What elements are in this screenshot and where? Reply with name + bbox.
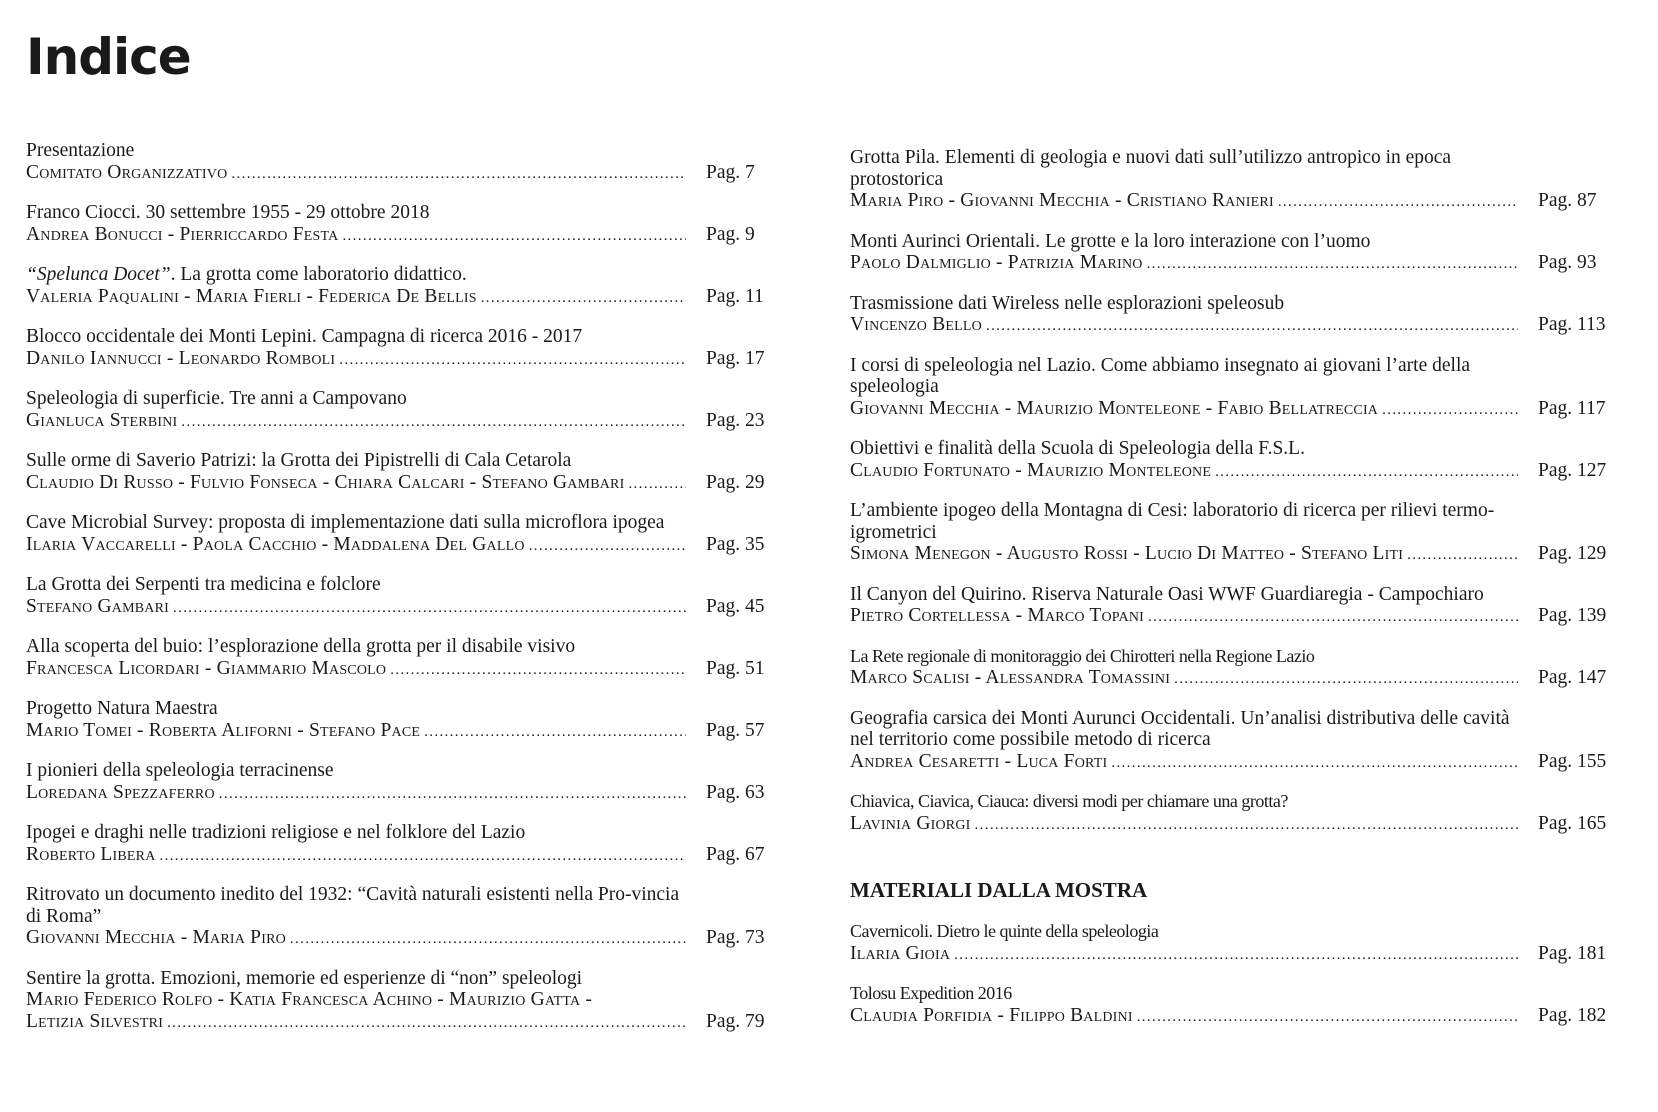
toc-entry[interactable] xyxy=(26,388,796,433)
entry-authors-line xyxy=(850,543,1628,567)
entry-authors: Ilaria Gioia xyxy=(850,942,951,964)
entry-authors: Danilo Iannucci - Leonardo Romboli xyxy=(26,347,336,369)
dot-leader xyxy=(628,474,686,496)
entry-page: Pag. 181 xyxy=(1538,942,1607,964)
entry-authors: Maria Piro - Giovanni Mecchia - Cristiano Ranieri xyxy=(850,190,1274,211)
entry-authors-line xyxy=(850,813,1628,837)
entry-title: Geografia carsica dei Monti Aurunci Occidentali. Un’analisi distributiva delle cavità nel territorio come possibile metodo di ricerca xyxy=(850,707,1510,750)
entry-authors-line xyxy=(850,398,1628,422)
entry-page: Pag. 93 xyxy=(1538,252,1597,273)
dot-leader xyxy=(231,164,686,186)
dot-leader xyxy=(219,784,686,806)
entry-title: La Grotta dei Serpenti tra medicina e folclore xyxy=(26,574,381,595)
entry-authors-line xyxy=(26,472,796,496)
entry-title: Trasmissione dati Wireless nelle esplorazioni speleosub xyxy=(850,292,1285,314)
dot-leader xyxy=(1215,462,1518,484)
dot-leader xyxy=(424,722,686,744)
entry-title: I corsi di speleologia nel Lazio. Come abbiamo insegnato ai giovani l’arte della speleologia xyxy=(850,354,1471,397)
entry-authors: Pietro Cortellessa - Marco Topani xyxy=(850,605,1144,626)
entry-title: Blocco occidentale dei Monti Lepini. Campagna di ricerca 2016 - 2017 xyxy=(26,326,583,347)
dot-leader xyxy=(290,929,686,951)
entry-title: Ritrovato un documento inedito del 1932: “Cavità naturali esistenti nella Pro-vincia di Roma” xyxy=(26,884,680,927)
entry-page: Pag. 165 xyxy=(1538,812,1607,834)
toc-entry[interactable] xyxy=(850,355,1628,422)
entry-authors: Valeria Paqualini - Maria Fierli - Federica De Bellis xyxy=(26,285,477,307)
entry-page: Pag. 129 xyxy=(1538,543,1607,564)
dot-leader xyxy=(1278,192,1518,214)
dot-leader xyxy=(181,412,686,434)
entry-authors-line xyxy=(850,667,1628,691)
toc-entry[interactable] xyxy=(850,646,1628,691)
entry-title: La Rete regionale di monitoraggio dei Chirotteri nella Regione Lazio xyxy=(850,645,1315,666)
toc-entry[interactable] xyxy=(26,968,796,1035)
entry-title: Sulle orme di Saverio Patrizi: la Grotta dei Pipistrelli di Cala Cetarola xyxy=(26,450,572,471)
entry-page: Pag. 182 xyxy=(1538,1004,1607,1026)
entry-page: Pag. 7 xyxy=(706,161,755,183)
toc-entry[interactable] xyxy=(26,264,796,309)
entry-authors: Marco Scalisi - Alessandra Tomassini xyxy=(850,667,1171,688)
entry-authors-line xyxy=(850,751,1628,775)
toc-entry[interactable] xyxy=(850,438,1628,483)
dot-leader xyxy=(986,316,1518,338)
entry-authors-line xyxy=(26,410,796,434)
entry-page: Pag. 155 xyxy=(1538,750,1607,772)
entry-authors: Mario Federico Rolfo - Katia Francesca Achino - Maurizio Gatta - xyxy=(26,989,593,1010)
entry-authors-line xyxy=(26,348,796,372)
entry-authors: Francesca Licordari - Giammario Mascolo xyxy=(26,657,387,679)
entry-page: Pag. 51 xyxy=(706,657,765,679)
entry-title: Presentazione xyxy=(26,140,135,161)
toc-entry[interactable] xyxy=(26,202,796,247)
entry-authors: Vincenzo Bello xyxy=(850,314,982,335)
toc-entry[interactable] xyxy=(850,708,1628,775)
entry-page: Pag. 17 xyxy=(706,347,765,369)
entry-page: Pag. 127 xyxy=(1538,459,1607,481)
toc-entry[interactable] xyxy=(26,822,796,867)
entry-authors-line xyxy=(26,286,796,310)
entry-authors-line xyxy=(26,720,796,744)
dot-leader xyxy=(339,350,686,372)
entry-title: Il Canyon del Quirino. Riserva Naturale Oasi WWF Guardiaregia - Campochiaro xyxy=(850,583,1484,605)
page-title: Indice xyxy=(26,28,191,86)
entry-authors-line xyxy=(850,460,1628,484)
section-heading: MATERIALI DALLA MOSTRA xyxy=(850,878,1148,902)
dot-leader xyxy=(167,1013,686,1035)
dot-leader xyxy=(1148,607,1518,629)
toc-entry[interactable] xyxy=(850,921,1628,966)
toc-entry[interactable] xyxy=(26,636,796,681)
entry-authors: Letizia Silvestri xyxy=(26,1010,164,1032)
dot-leader xyxy=(954,945,1518,967)
entry-title: Cavernicoli. Dietro le quinte della speleologia xyxy=(850,921,1159,941)
entry-authors: Stefano Gambari xyxy=(26,595,169,617)
dot-leader xyxy=(975,815,1518,837)
toc-entry[interactable] xyxy=(26,512,796,557)
entry-authors-line xyxy=(26,596,796,620)
entry-page: Pag. 87 xyxy=(1538,190,1597,211)
entry-page: Pag. 113 xyxy=(1538,314,1606,335)
entry-page: Pag. 23 xyxy=(706,409,765,431)
entry-authors: Claudio Di Russo - Fulvio Fonseca - Chiara Calcari - Stefano Gambari xyxy=(26,471,625,493)
entry-page: Pag. 11 xyxy=(706,285,764,307)
dot-leader xyxy=(1147,254,1518,276)
entry-page: Pag. 67 xyxy=(706,843,765,865)
entry-page: Pag. 147 xyxy=(1538,667,1607,688)
toc-entry[interactable] xyxy=(850,983,1628,1028)
entry-title: Speleologia di superficie. Tre anni a Campovano xyxy=(26,388,407,409)
entry-authors-line xyxy=(26,658,796,682)
entry-page: Pag. 139 xyxy=(1538,605,1607,626)
entry-authors: Roberto Libera xyxy=(26,843,156,865)
toc-entry[interactable] xyxy=(26,450,796,495)
entry-authors: Mario Tomei - Roberta Aliforni - Stefano Pace xyxy=(26,719,421,741)
entry-authors-line xyxy=(26,782,796,806)
dot-leader xyxy=(390,660,686,682)
entry-authors-line xyxy=(850,252,1628,276)
entry-title: Franco Ciocci. 30 settembre 1955 - 29 ottobre 2018 xyxy=(26,202,430,223)
entry-authors-line xyxy=(850,943,1628,967)
toc-entry[interactable] xyxy=(850,500,1628,567)
toc-left-column xyxy=(26,140,796,1051)
entry-page: Pag. 57 xyxy=(706,719,765,741)
entry-page: Pag. 35 xyxy=(706,533,765,555)
entry-authors: Andrea Cesaretti - Luca Forti xyxy=(850,750,1108,772)
entry-authors: Giovanni Mecchia - Maria Piro xyxy=(26,927,286,948)
entry-page: Pag. 45 xyxy=(706,595,765,617)
toc-right-column xyxy=(850,147,1628,1045)
dot-leader xyxy=(481,288,686,310)
toc-entry[interactable] xyxy=(850,231,1628,276)
dot-leader xyxy=(160,846,687,868)
entry-title: Grotta Pila. Elementi di geologia e nuovi dati sull’utilizzo antropico in epoca protostorica xyxy=(850,147,1452,190)
dot-leader xyxy=(342,226,686,248)
entry-authors: Simona Menegon - Augusto Rossi - Lucio Di Matteo - Stefano Liti xyxy=(850,543,1404,564)
entry-page: Pag. 9 xyxy=(706,223,755,245)
entry-title: L’ambiente ipogeo della Montagna di Cesi: laboratorio di ricerca per rilievi termo-igrometrici xyxy=(850,500,1495,543)
entry-authors-line xyxy=(26,1011,796,1035)
dot-leader xyxy=(1407,545,1518,567)
toc-entry[interactable] xyxy=(850,293,1628,338)
entry-title-italic: “Spelunca Docet” xyxy=(26,264,171,285)
entry-authors: Paolo Dalmiglio - Patrizia Marino xyxy=(850,252,1143,273)
entry-authors: Loredana Spezzaferro xyxy=(26,781,215,803)
toc-entry[interactable] xyxy=(850,584,1628,629)
entry-authors-line xyxy=(850,605,1628,629)
entry-page: Pag. 29 xyxy=(706,471,765,493)
toc-entry[interactable] xyxy=(850,147,1628,214)
entry-authors-line xyxy=(26,224,796,248)
entry-authors-line xyxy=(26,162,796,186)
entry-authors: Claudio Fortunato - Maurizio Monteleone xyxy=(850,459,1212,481)
dot-leader xyxy=(529,536,686,558)
entry-title: Progetto Natura Maestra xyxy=(26,698,218,719)
dot-leader xyxy=(1111,753,1518,775)
dot-leader xyxy=(173,598,686,620)
entry-authors-line xyxy=(26,534,796,558)
entry-title: Sentire la grotta. Emozioni, memorie ed esperienze di “non” speleologi xyxy=(26,967,583,989)
entry-authors-line xyxy=(850,190,1628,214)
entry-title: Alla scoperta del buio: l’esplorazione della grotta per il disabile visivo xyxy=(26,636,576,657)
entry-authors-line xyxy=(850,314,1628,338)
dot-leader xyxy=(1382,400,1518,422)
entry-authors: Lavinia Giorgi xyxy=(850,812,971,834)
entry-title: Ipogei e draghi nelle tradizioni religiose e nel folklore del Lazio xyxy=(26,822,526,843)
entry-page: Pag. 73 xyxy=(706,927,765,948)
entry-page: Pag. 63 xyxy=(706,781,765,803)
entry-page: Pag. 117 xyxy=(1538,397,1606,419)
toc-entry[interactable] xyxy=(26,698,796,743)
dot-leader xyxy=(1137,1007,1518,1029)
entry-authors: Andrea Bonucci - Pierriccardo Festa xyxy=(26,223,339,245)
entry-authors-line xyxy=(26,844,796,868)
entry-title: Obiettivi e finalità della Scuola di Speleologia della F.S.L. xyxy=(850,438,1305,459)
entry-authors-line xyxy=(850,1005,1628,1029)
entry-authors: Comitato Organizzativo xyxy=(26,161,228,183)
entry-title-rest: . La grotta come laboratorio didattico. xyxy=(170,264,467,285)
dot-leader xyxy=(1174,669,1518,691)
entry-authors: Claudia Porfidia - Filippo Baldini xyxy=(850,1004,1133,1026)
entry-title: Cave Microbial Survey: proposta di implementazione dati sulla microflora ipogea xyxy=(26,512,665,533)
toc-entry[interactable] xyxy=(26,326,796,371)
entry-title: Monti Aurinci Orientali. Le grotte e la loro interazione con l’uomo xyxy=(850,230,1371,252)
entry-title: I pionieri della speleologia terracinense xyxy=(26,760,334,781)
entry-authors-line-1 xyxy=(26,989,796,1011)
toc-entry[interactable] xyxy=(850,791,1628,836)
entry-page: Pag. 79 xyxy=(706,1010,765,1032)
entry-title: Tolosu Expedition 2016 xyxy=(850,983,1012,1003)
toc-entry[interactable] xyxy=(26,884,796,951)
toc-entry[interactable] xyxy=(26,760,796,805)
entry-authors: Gianluca Sterbini xyxy=(26,409,178,431)
toc-entry[interactable] xyxy=(26,574,796,619)
toc-entry[interactable] xyxy=(26,140,796,185)
entry-title xyxy=(26,264,796,286)
entry-authors-line xyxy=(26,927,796,951)
entry-title: Chiavica, Ciavica, Ciauca: diversi modi per chiamare una grotta? xyxy=(850,791,1288,811)
entry-authors: Ilaria Vaccarelli - Paola Cacchio - Maddalena Del Gallo xyxy=(26,533,525,555)
entry-authors: Giovanni Mecchia - Maurizio Monteleone - Fabio Bellatreccia xyxy=(850,397,1379,419)
